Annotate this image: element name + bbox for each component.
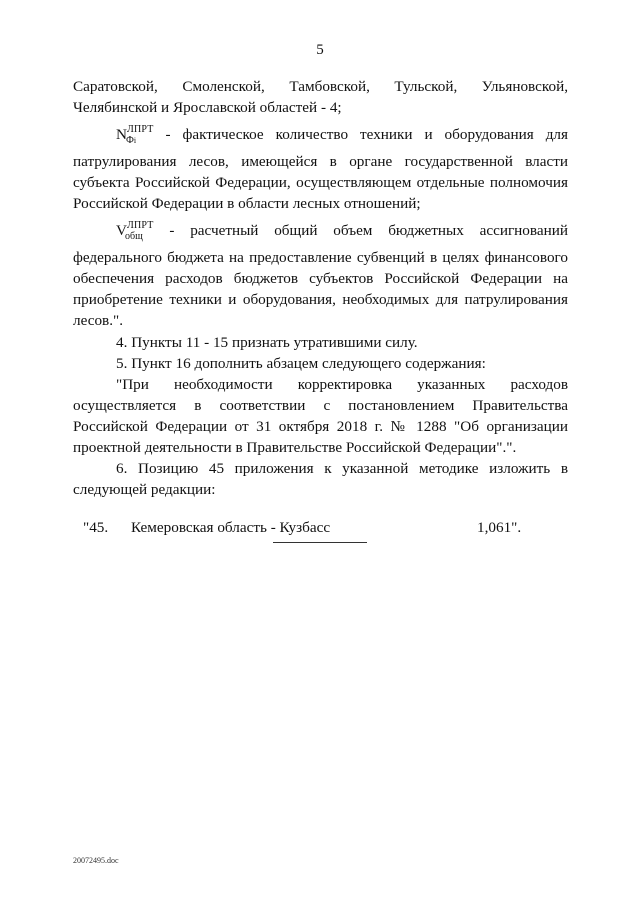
item-5: 5. Пункт 16 дополнить абзацем следующего содержания: [116,355,486,372]
coefficient-value: 1,061". [477,519,522,536]
text-line: Российской Федерации в области лесных отношений; [73,195,421,212]
document-body [73,76,568,538]
position-45-row [73,517,568,538]
quote-line: осуществляется в соответствии с постановлением Правительства [73,397,568,414]
symbol-sup: ЛПРТ [126,124,154,135]
word: Тамбовской, [289,78,370,95]
symbol-sub [126,130,136,151]
formula-text: - фактическое количество техники и оборудования для [153,126,568,143]
symbol-sub-text: Ф [126,135,134,146]
position-number: "45. [83,519,109,536]
text-line: субъекта Российской Федерации, осуществляющем отдельные полномочия [73,174,568,191]
text-line: приобретение техники и оборудования, необходимых для патрулирования [73,291,568,308]
item-6-cont: следующей редакции: [73,481,216,498]
file-name: 20072495.doc [73,856,119,865]
symbol-subsub: i [133,136,137,145]
page-number: 5 [316,42,324,58]
quote-line: проектной деятельности в Правительстве Российской Федерации".". [73,439,517,456]
text-line: обеспечения расходов бюджетов субъектов Российской Федерации на [73,270,568,287]
quote-line: "При необходимости корректировка указанных расходов [116,376,568,393]
formula-line-v [73,220,568,243]
text-line: патрулирования лесов, имеющейся в органе государственной власти [73,153,568,170]
quote-line: Российской Федерации от 31 октября 2018 г. № 1288 "Об организации [73,418,568,435]
text-line [73,76,568,97]
symbol-base: N [116,126,127,143]
formula-text: - расчетный общий объем бюджетных ассигнований [153,222,568,239]
text-line: Челябинской и Ярославской областей - 4; [73,99,342,116]
word: Ульяновской, [481,78,568,95]
word: Саратовской, [73,78,158,95]
symbol-sup: ЛПРТ [126,220,154,231]
region-name: Кемеровская область - Кузбасс [131,519,331,536]
word: Тульской, [394,78,458,95]
symbol-v-lprt [116,220,154,243]
text-line: федерального бюджета на предоставление субвенций в целях финансового [73,249,568,266]
formula-line-n [73,124,568,147]
divider-line [273,542,367,543]
symbol-n-lprt [116,124,154,147]
item-4: 4. Пункты 11 - 15 признать утратившими силу. [116,334,418,351]
item-6: 6. Позицию 45 приложения к указанной методике изложить в [116,460,568,477]
word: Смоленской, [182,78,265,95]
symbol-base: V [116,222,127,239]
symbol-sub: общ [125,231,143,242]
text-line: лесов.". [73,312,123,329]
